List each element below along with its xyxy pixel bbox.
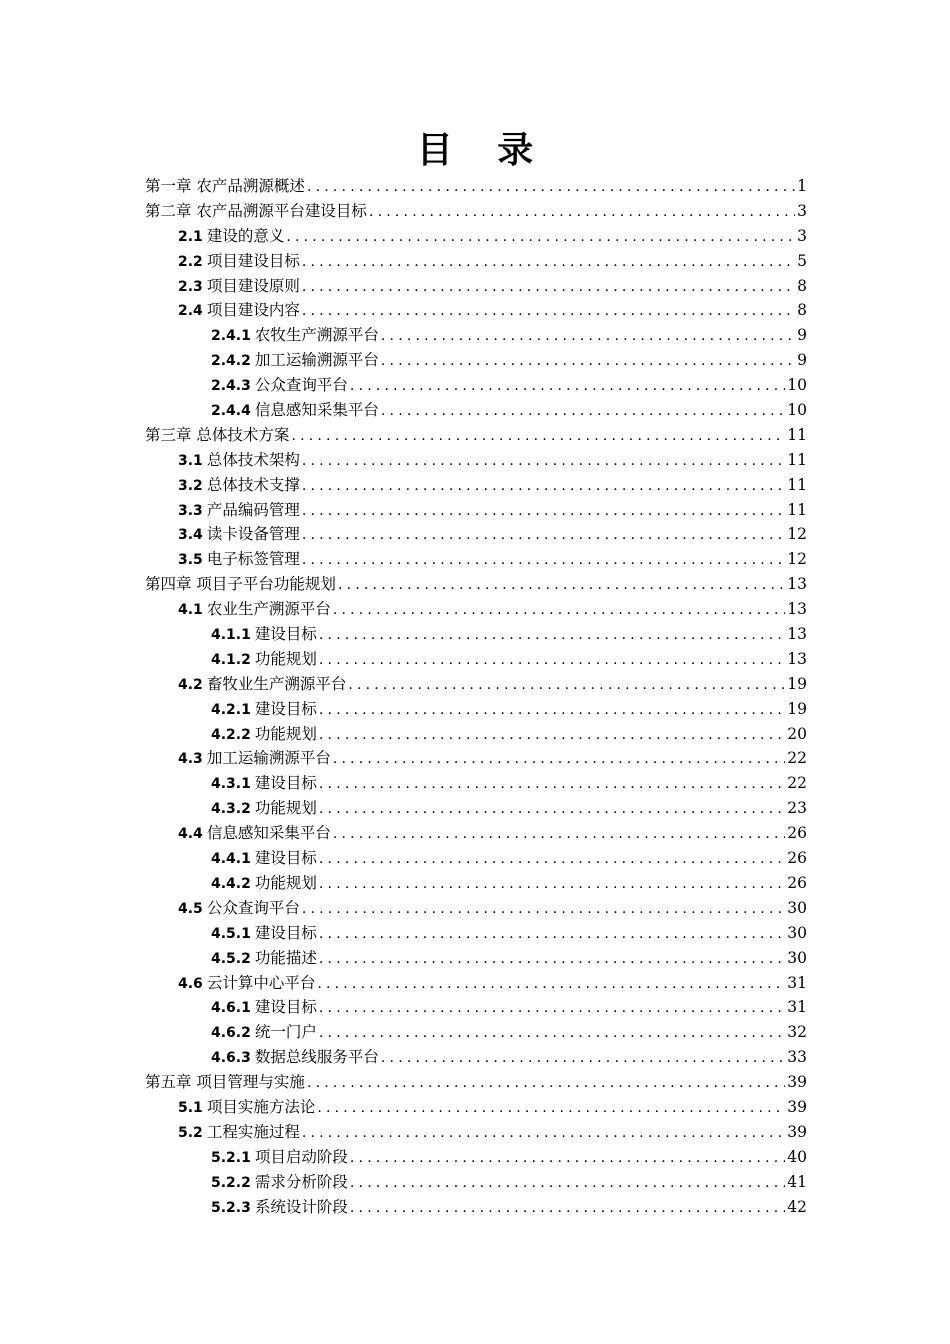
toc-dot-leader [381,1046,785,1071]
toc-entry-text: 第四章 项目子平台功能规划 [145,575,336,594]
toc-entry-number: 4.1.1 [211,627,251,644]
toc-entry[interactable] [145,174,807,199]
toc-entry[interactable] [145,697,807,722]
toc-dot-leader [333,747,785,772]
toc-page-number: 1 [797,177,807,195]
toc-entry-text: 系统设计阶段 [254,1197,348,1216]
toc-entry-text: 功能规划 [254,724,317,743]
toc-entry-number: 2.4.1 [211,328,251,345]
toc-dot-leader [319,698,785,723]
toc-page-number: 39 [787,1122,807,1141]
toc-entry-text: 项目建设内容 [206,301,300,320]
toc-entry-text: 信息感知采集平台 [254,401,379,420]
toc-page-number: 31 [787,998,807,1017]
toc-entry-number: 2.4 [178,303,203,320]
toc-entry-text: 建设目标 [254,625,317,644]
toc-dot-leader [369,200,795,225]
toc-entry[interactable] [145,597,807,622]
toc-entry-number: 4.4.2 [211,875,251,892]
toc-dot-leader [319,772,785,797]
toc-dot-leader [319,723,785,748]
toc-entry[interactable] [145,1070,807,1095]
toc-entry-text: 第二章 农产品溯源平台建设目标 [145,201,367,220]
toc-entry-number: 3.3 [178,502,203,519]
toc-page-number: 42 [787,1197,807,1216]
toc-page-number: 8 [797,301,807,320]
toc-page-number: 19 [787,699,807,718]
toc-dot-leader [350,1196,785,1221]
toc-entry-number: 4.3 [178,751,203,768]
toc-dot-leader [350,1171,785,1196]
toc-dot-leader [350,1146,785,1171]
toc-entry-text: 云计算中心平台 [206,973,316,992]
toc-entry[interactable] [145,398,807,423]
toc-page-number: 13 [787,575,807,594]
toc-entry-text: 项目建设目标 [206,251,300,270]
toc-page-number: 10 [787,376,807,395]
toc-entry-text: 读卡设备管理 [206,525,300,544]
toc-entry[interactable] [145,274,807,299]
toc-page-number: 26 [787,873,807,892]
toc-entry-text: 建设目标 [254,849,317,868]
toc-entry-text: 功能规划 [254,873,317,892]
toc-entry[interactable] [145,846,807,871]
toc-entry-number: 4.6.2 [211,1025,251,1042]
toc-entry-number: 4.4.1 [211,851,251,868]
toc-entry[interactable] [145,971,807,996]
toc-entry[interactable] [145,1045,807,1070]
toc-entry[interactable] [145,1095,807,1120]
toc-dot-leader [333,822,785,847]
toc-page-number: 22 [787,774,807,793]
toc-page-number: 11 [787,500,807,519]
toc-entry[interactable] [145,1145,807,1170]
toc-dot-leader [319,922,785,947]
toc-page-number: 13 [787,600,807,619]
toc-entry-text: 建设的意义 [206,226,285,245]
toc-dot-leader [302,299,795,324]
toc-entry-text: 总体技术架构 [206,450,300,469]
toc-dot-leader [302,523,785,548]
toc-entry[interactable] [145,572,807,597]
toc-entry-text: 项目实施方法论 [206,1097,316,1116]
toc-page-number: 19 [787,674,807,693]
toc-entry[interactable] [145,746,807,771]
toc-entry-text: 加工运输溯源平台 [254,351,379,370]
toc-entry[interactable] [145,647,807,672]
toc-entry[interactable] [145,522,807,547]
toc-page-number: 11 [787,425,807,444]
toc-page-number: 40 [787,1147,807,1166]
toc-entry-number: 2.4.4 [211,403,251,420]
toc-entry-text: 信息感知采集平台 [206,824,331,843]
toc-dot-leader [319,996,785,1021]
toc-entry[interactable] [145,622,807,647]
toc-page-number: 3 [797,226,807,245]
toc-entry-number: 5.2 [178,1124,203,1141]
toc-entry[interactable] [145,373,807,398]
toc-entry-text: 畜牧业生产溯源平台 [206,674,347,693]
toc-page-number: 32 [787,1023,807,1042]
toc-dot-leader [291,424,785,449]
toc-dot-leader [319,797,785,822]
toc-entry[interactable] [145,1120,807,1145]
toc-entry-number: 4.2.1 [211,701,251,718]
toc-entry-number: 4.6.3 [211,1050,251,1067]
toc-dot-leader [302,548,785,573]
toc-page-number: 41 [787,1172,807,1191]
toc-entry-text: 建设目标 [254,774,317,793]
toc-dot-leader [317,972,785,997]
toc-entry[interactable] [145,473,807,498]
toc-entry-number: 4.6 [178,975,203,992]
toc-page-number: 39 [787,1073,807,1092]
toc-entry[interactable] [145,1020,807,1045]
toc-entry-text: 加工运输溯源平台 [206,749,331,768]
toc-entry-text: 项目建设原则 [206,276,300,295]
toc-dot-leader [302,499,785,524]
toc-entry[interactable] [145,1170,807,1195]
toc-dot-leader [319,1021,785,1046]
toc-entry-number: 4.2.2 [211,726,251,743]
toc-entry-text: 功能规划 [254,799,317,818]
toc-entry-number: 3.4 [178,527,203,544]
toc-entry-number: 2.2 [178,253,203,270]
toc-dot-leader [302,275,795,300]
toc-entry[interactable] [145,896,807,921]
toc-dot-leader [302,897,785,922]
toc-page-number: 13 [787,625,807,644]
toc-entry-number: 4.3.1 [211,776,251,793]
toc-page-number: 12 [787,550,807,569]
toc-entry-number: 4.5.2 [211,950,251,967]
toc-dot-leader [317,1096,785,1121]
toc-entry[interactable] [145,249,807,274]
toc-dot-leader [302,250,795,275]
toc-entry-number: 2.1 [178,228,203,245]
toc-page-number: 10 [787,401,807,420]
toc-title: 目 录 [416,130,550,171]
toc-entry-text: 数据总线服务平台 [254,1048,379,1067]
toc-entry-number: 3.1 [178,452,203,469]
toc-entry-text: 功能描述 [254,948,317,967]
toc-entry-text: 第一章 农产品溯源概述 [145,177,305,195]
toc-page-number: 22 [787,749,807,768]
toc-dot-leader [348,673,785,698]
toc-dot-leader [286,225,795,250]
toc-entry-number: 2.4.2 [211,353,251,370]
toc-entry-number: 4.5 [178,900,203,917]
toc-dot-leader [302,449,785,474]
toc-entry-text: 农业生产溯源平台 [206,600,331,619]
toc-entry[interactable] [145,796,807,821]
toc-entry-number: 4.3.2 [211,801,251,818]
toc-dot-leader [319,872,785,897]
toc-entry[interactable] [145,672,807,697]
toc-page-number: 33 [787,1048,807,1067]
toc-entry-number: 5.2.2 [211,1174,251,1191]
toc-dot-leader [333,598,785,623]
toc-dot-leader [381,399,785,424]
toc-page-number: 11 [787,475,807,494]
toc-page-number: 26 [787,824,807,843]
toc-entry-text: 产品编码管理 [206,500,300,519]
toc-entry-number: 4.6.1 [211,1000,251,1017]
toc-entry[interactable] [145,348,807,373]
toc-entry-text: 农牧生产溯源平台 [254,326,379,345]
toc-entry-number: 5.1 [178,1099,203,1116]
toc-page-number: 30 [787,923,807,942]
toc-entry[interactable] [145,224,807,249]
toc-entry[interactable] [145,995,807,1020]
toc-entry[interactable] [145,298,807,323]
toc-entry-text: 统一门户 [254,1023,317,1042]
toc-entry-text: 第三章 总体技术方案 [145,425,290,444]
toc-entry[interactable] [145,1195,807,1220]
toc-entry-text: 总体技术支撑 [206,475,300,494]
toc-page-number: 8 [797,276,807,295]
toc-entry-text: 建设目标 [254,998,317,1017]
toc-entry-text: 工程实施过程 [206,1122,300,1141]
toc-entry-text: 建设目标 [254,699,317,718]
toc-entry[interactable] [145,323,807,348]
toc-entry[interactable] [145,423,807,448]
toc-entry-number: 4.2 [178,676,203,693]
toc-dot-leader [302,474,785,499]
toc-page-number: 20 [787,724,807,743]
toc-page-number: 9 [797,351,807,370]
toc-entry[interactable] [145,722,807,747]
toc-entry-number: 5.2.1 [211,1149,251,1166]
toc-entry-text: 功能规划 [254,649,317,668]
toc-entry-text: 建设目标 [254,923,317,942]
toc-dot-leader [302,1121,785,1146]
toc-entry-number: 4.1 [178,602,203,619]
toc-entry-text: 需求分析阶段 [254,1172,348,1191]
toc-page-number: 31 [787,973,807,992]
toc-page-number: 30 [787,948,807,967]
toc-entry-number: 2.3 [178,278,203,295]
toc-entry-text: 电子标签管理 [206,550,300,569]
toc-entry-text: 公众查询平台 [254,376,348,395]
toc-page-number: 11 [787,450,807,469]
toc-dot-leader [319,847,785,872]
toc-dot-leader [319,623,785,648]
toc-dot-leader [381,349,795,374]
toc-entry[interactable] [145,771,807,796]
toc-page-number: 30 [787,898,807,917]
toc-entry-number: 2.4.3 [211,378,251,395]
toc-entry-number: 5.2.3 [211,1199,251,1216]
toc-dot-leader [319,947,785,972]
toc-entry-text: 公众查询平台 [206,898,300,917]
toc-entry-number: 4.5.1 [211,925,251,942]
toc-page-number: 39 [787,1097,807,1116]
toc-entry[interactable] [145,871,807,896]
toc-dot-leader [307,1071,785,1096]
toc-entry[interactable] [145,921,807,946]
toc-dot-leader [307,175,795,200]
toc-entry-text: 项目启动阶段 [254,1147,348,1166]
toc-entry-number: 4.1.2 [211,651,251,668]
toc-dot-leader [338,573,785,598]
toc-entry-text: 第五章 项目管理与实施 [145,1073,305,1092]
toc-entry-number: 3.2 [178,477,203,494]
toc-page-number: 13 [787,649,807,668]
toc-entry[interactable] [145,199,807,224]
toc-dot-leader [381,324,795,349]
toc-entry[interactable] [145,448,807,473]
toc-list [145,174,807,1219]
toc-page-number: 5 [797,251,807,270]
toc-entry[interactable] [145,821,807,846]
toc-page-number: 12 [787,525,807,544]
toc-page-number: 26 [787,849,807,868]
toc-entry[interactable] [145,498,807,523]
toc-dot-leader [319,648,785,673]
toc-entry[interactable] [145,547,807,572]
toc-page-number: 9 [797,326,807,345]
toc-entry-number: 3.5 [178,552,203,569]
toc-entry-number: 4.4 [178,826,203,843]
toc-page-number: 3 [797,201,807,220]
toc-entry[interactable] [145,946,807,971]
toc-page-number: 23 [787,799,807,818]
toc-dot-leader [350,374,785,399]
